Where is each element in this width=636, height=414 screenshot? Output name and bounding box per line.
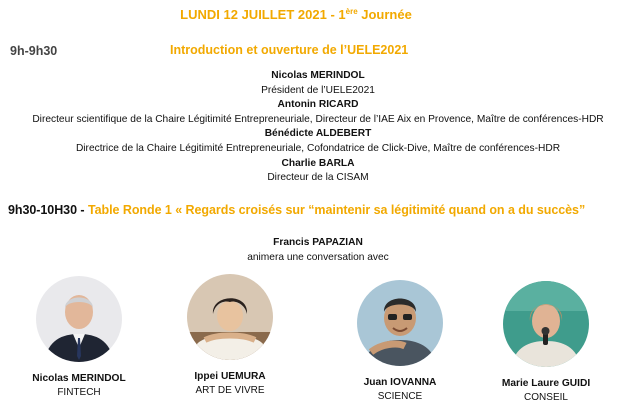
session2-time: 9h30-10H30 - <box>8 203 88 217</box>
speaker-list <box>0 69 636 186</box>
speaker-role: Directeur de la CISAM <box>267 172 369 184</box>
moderator-text: animera une conversation avec <box>247 252 389 263</box>
panelist-photo <box>187 274 273 360</box>
panelist-card <box>160 274 300 397</box>
session1-title: Introduction et ouverture de l’UELE2021 <box>170 43 409 57</box>
panelist-photo <box>36 276 122 362</box>
day-title: LUNDI 12 JUILLET 2021 - 1ère Journée <box>180 7 412 22</box>
session2-heading <box>8 203 585 217</box>
panelist-field: CONSEIL <box>524 392 568 403</box>
panelist-field: ART DE VIVRE <box>195 385 265 396</box>
moderator-name: Francis PAPAZIAN <box>273 237 363 248</box>
speaker-name: Nicolas MERINDOL <box>271 70 365 81</box>
panelist-name: Marie Laure GUIDI <box>501 378 591 389</box>
panelist-name: Ippei UEMURA <box>194 371 266 382</box>
panelist-card <box>330 280 470 403</box>
panelist-name: Juan IOVANNA <box>363 377 437 388</box>
panelist-name: Nicolas MERINDOL <box>32 373 126 384</box>
speaker-role: Directrice de la Chaire Légitimité Entrepreneuriale, Cofondatrice de Click-Dive, Maître de conférences-HDR <box>75 142 561 154</box>
speaker-name: Bénédicte ALDEBERT <box>264 128 372 140</box>
panelist-field: FINTECH <box>57 387 101 398</box>
panelist-photo <box>503 281 589 367</box>
moderator-block <box>0 235 636 265</box>
speaker-name: Charlie BARLA <box>281 157 355 169</box>
session2-title: Table Ronde 1 « Regards croisés sur “maintenir sa légitimité quand on a du succès” <box>87 203 586 217</box>
session1-time: 9h-9h30 <box>10 44 58 58</box>
panelist-photo <box>357 280 443 366</box>
panelist-field: SCIENCE <box>377 391 423 402</box>
panelist-card <box>476 281 616 404</box>
speaker-role: Directeur scientifique de la Chaire Légitimité Entrepreneuriale, Directeur de l’IAE Aix en Provence, Maître de conférences-HDR <box>32 113 604 125</box>
speaker-name: Antonin RICARD <box>277 99 359 111</box>
panelist-card <box>9 276 149 399</box>
speaker-role: Président de l’UELE2021 <box>261 84 375 96</box>
